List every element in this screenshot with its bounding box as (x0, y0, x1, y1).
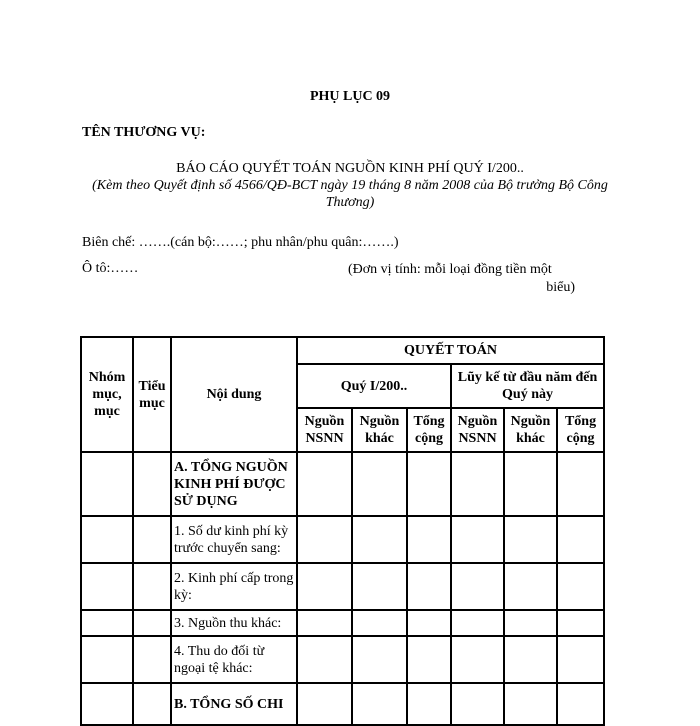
cell-value (407, 516, 451, 563)
cell-value (407, 683, 451, 725)
cell-group (81, 452, 133, 516)
cell-value (504, 636, 557, 683)
table-row (81, 636, 604, 683)
cell-value (451, 563, 504, 610)
header-cumulative: Lũy kế từ đầu năm đến Quý này (451, 364, 604, 408)
cell-value (557, 452, 604, 516)
table-row (81, 563, 604, 610)
cell-value (352, 636, 407, 683)
cell-group (81, 636, 133, 683)
table-row (81, 516, 604, 563)
car-line: Ô tô:…… (82, 261, 139, 276)
cell-value (557, 683, 604, 725)
header-total-quarter: Tổng cộng (407, 408, 451, 452)
cell-value (407, 636, 451, 683)
cell-value (451, 452, 504, 516)
cell-value (407, 452, 451, 516)
cell-group (81, 563, 133, 610)
table-row (81, 610, 604, 636)
staff-line: Biên chế: …….(cán bộ:……; phu nhân/phu quân:…….) (82, 235, 399, 250)
appendix-title: PHỤ LỤC 09 (309, 89, 391, 104)
cell-value (504, 452, 557, 516)
row-content: 3. Nguồn thu khác: (171, 610, 297, 636)
unit-name-label: TÊN THƯƠNG VỤ: (82, 125, 206, 140)
row-content: 1. Số dư kinh phí kỳ trước chuyển sang: (171, 516, 297, 563)
cell-value (504, 610, 557, 636)
table-row (81, 452, 604, 516)
cell-value (407, 563, 451, 610)
settlement-table (80, 336, 605, 726)
cell-value (504, 563, 557, 610)
cell-value (407, 610, 451, 636)
header-total-cumulative: Tổng cộng (557, 408, 604, 452)
cell-group (81, 610, 133, 636)
header-nsnn-cumulative: Nguồn NSNN (451, 408, 504, 452)
report-subtitle: (Kèm theo Quyết định số 4566/QĐ-BCT ngày 19 tháng 8 năm 2008 của Bộ trưởng Bộ Công Thương) (92, 178, 608, 210)
row-content: A. TỔNG NGUỒN KINH PHÍ ĐƯỢC SỬ DỤNG (171, 452, 297, 516)
cell-value (557, 563, 604, 610)
cell-value (451, 516, 504, 563)
currency-unit-line-1: (Đơn vị tính: mỗi loại đồng tiền một (348, 262, 552, 277)
cell-value (557, 610, 604, 636)
currency-unit-note (340, 261, 575, 297)
cell-group (81, 683, 133, 725)
cell-value (297, 516, 352, 563)
cell-value (297, 563, 352, 610)
cell-value (352, 516, 407, 563)
header-content: Nội dung (171, 337, 297, 452)
row-content: 2. Kinh phí cấp trong kỳ: (171, 563, 297, 610)
cell-value (297, 636, 352, 683)
cell-value (352, 610, 407, 636)
header-nsnn-quarter: Nguồn NSNN (297, 408, 352, 452)
cell-sub (133, 563, 171, 610)
table-row (81, 683, 604, 725)
cell-value (352, 452, 407, 516)
header-quarter: Quý I/200.. (297, 364, 451, 408)
cell-sub (133, 452, 171, 516)
cell-value (352, 683, 407, 725)
cell-sub (133, 636, 171, 683)
cell-value (352, 563, 407, 610)
cell-value (451, 683, 504, 725)
report-title: BÁO CÁO QUYẾT TOÁN NGUỒN KINH PHÍ QUÝ I/200.. (176, 161, 524, 176)
cell-value (557, 636, 604, 683)
cell-value (297, 452, 352, 516)
cell-value (297, 683, 352, 725)
cell-value (451, 610, 504, 636)
cell-group (81, 516, 133, 563)
cell-sub (133, 610, 171, 636)
cell-value (297, 610, 352, 636)
currency-unit-line-2: biểu) (546, 280, 575, 295)
cell-sub (133, 516, 171, 563)
row-content: 4. Thu do đối từ ngoại tệ khác: (171, 636, 297, 683)
cell-value (557, 516, 604, 563)
row-content: B. TỔNG SỐ CHI (171, 683, 297, 725)
header-group: Nhóm mục, mục (81, 337, 133, 452)
header-sub: Tiểu mục (133, 337, 171, 452)
cell-value (451, 636, 504, 683)
cell-value (504, 516, 557, 563)
header-other-cumulative: Nguồn khác (504, 408, 557, 452)
cell-value (504, 683, 557, 725)
header-settlement: QUYẾT TOÁN (297, 337, 604, 364)
cell-sub (133, 683, 171, 725)
header-other-quarter: Nguồn khác (352, 408, 407, 452)
